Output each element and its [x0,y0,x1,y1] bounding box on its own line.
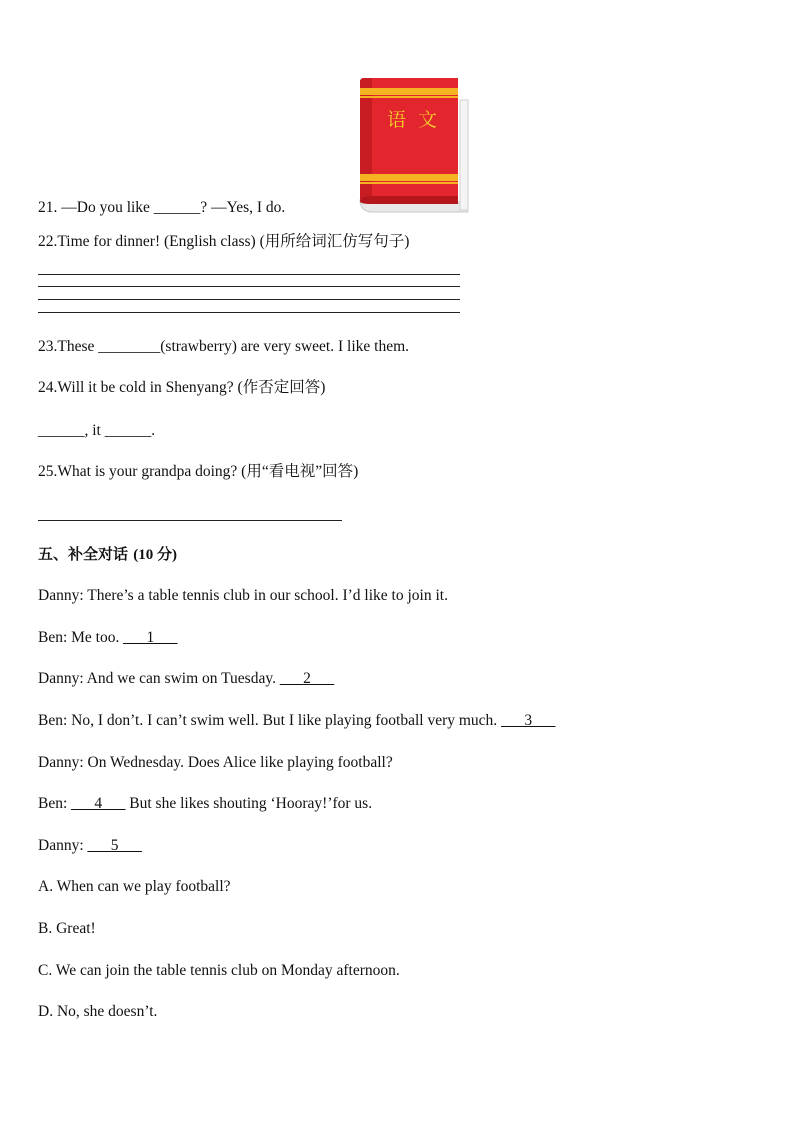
question-24-answer: ______, it ______. [38,422,156,439]
answer-line [38,312,460,313]
question-24: 24.Will it be cold in Shenyang? (作否定回答) [38,379,326,396]
section-5-heading [38,544,177,565]
option-c: C. We can join the table tennis club on Monday afternoon. [38,962,400,979]
option-a: A. When can we play football? [38,878,231,895]
answer-line [38,286,460,287]
blank-2: ___2___ [279,670,335,687]
blank-3: ___3___ [501,712,556,729]
section-title: 五、补全对话 [38,545,129,563]
dialogue-line-5: Danny: On Wednesday. Does Alice like playing football? [38,754,393,771]
blank-1: ___1___ [123,629,178,646]
chinese-book-illustration [350,72,475,217]
question-23: 23.These ________(strawberry) are very sweet. I like them. [38,338,410,355]
blank-4: ___4___ [71,795,126,812]
answer-line [38,299,460,300]
book-title: 语 文 [386,109,438,131]
answer-line [38,274,460,275]
dialogue-line-4: Ben: No, I don’t. I can’t swim well. But I like playing football very much. ___3___ [38,712,556,729]
option-d: D. No, she doesn’t. [38,1003,158,1020]
option-b: B. Great! [38,920,96,937]
dialogue-line-7: Danny: ___5___ [38,837,142,854]
question-25: 25.What is your grandpa doing? (用“看电视”回答) [38,463,359,480]
blank-5: ___5___ [87,837,142,854]
question-21: 21. —Do you like ______? —Yes, I do. [38,199,286,216]
answer-line [38,520,342,521]
question-22: 22.Time for dinner! (English class) (用所给词汇仿写句子) [38,233,410,250]
dialogue-line-1: Danny: There’s a table tennis club in our school. I’d like to join it. [38,587,448,604]
section-points: (10 分) [133,547,177,563]
dialogue-line-6: Ben: ___4___ But she likes shouting ‘Hooray!’for us. [38,795,373,812]
dialogue-line-2: Ben: Me too. ___1___ [38,629,178,646]
dialogue-line-3: Danny: And we can swim on Tuesday. ___2___ [38,670,335,687]
